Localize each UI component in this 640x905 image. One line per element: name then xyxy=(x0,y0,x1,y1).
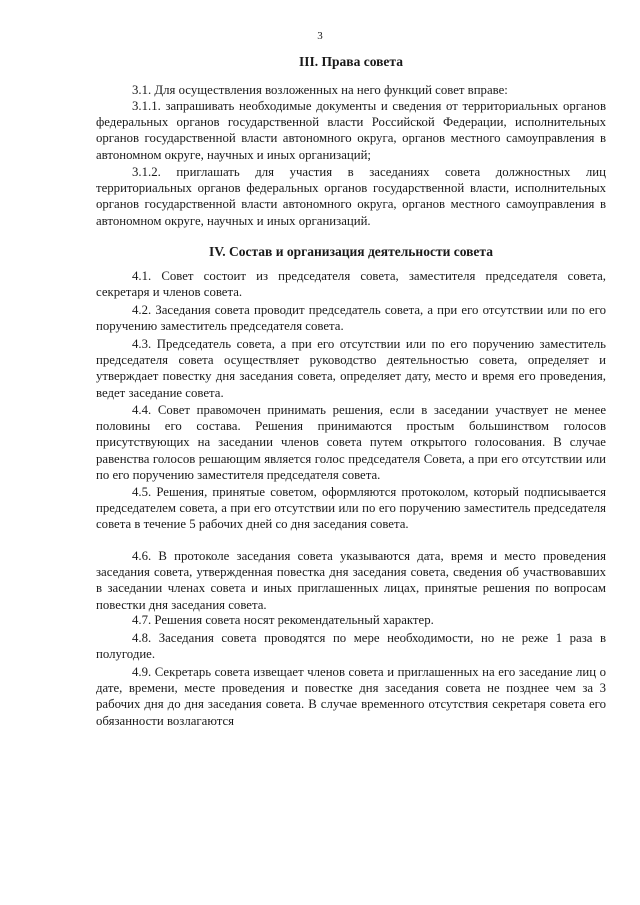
section-3-title: III. Права совета xyxy=(299,54,403,69)
page-number: 3 xyxy=(317,30,323,42)
paragraph-4-5: 4.5. Решения, принятые советом, оформляются протоколом, который подписывается председателем совета, а при его отсутствии или по его поручению заместитель председателя совета в течение 5 рабочих дней со дня заседания совета. xyxy=(96,485,606,532)
paragraph-4-8: 4.8. Заседания совета проводятся по мере необходимости, но не реже 1 раза в полугодие. xyxy=(96,631,606,662)
paragraph-4-2: 4.2. Заседания совета проводит председатель совета, а при его отсутствии или по его поручению заместитель председателя совета. xyxy=(96,303,606,334)
paragraph-4-6: 4.6. В протоколе заседания совета указываются дата, время и место проведения заседания совета, утвержденная повестка дня заседания совета, сведения об участвовавших в заседании членах совета и иных приглашенных лицах, принятые решения по вопросам повестки дня заседания совета. xyxy=(96,549,606,612)
paragraph-3-1-1: 3.1.1. запрашивать необходимые документы и сведения от территориальных органов федеральных органов государственной власти Российской Федерации, исполнительных органов государственной власти автономного округа, органов местного самоуправления в автономном округе, научных и иных организаций; xyxy=(96,99,606,162)
paragraph-4-1: 4.1. Совет состоит из председателя совета, заместителя председателя совета, секретаря и членов совета. xyxy=(96,269,606,300)
paragraph-4-7: 4.7. Решения совета носят рекомендательный характер. xyxy=(132,613,434,627)
paragraph-4-9: 4.9. Секретарь совета извещает членов совета и приглашенных на его заседание лиц о дате, времени, месте проведения и повестке дня заседания совета не позднее чем за 3 рабочих дня до дня заседания совета. В случае временного отсутствия секретаря совета его обязанности возлагаются xyxy=(96,665,606,728)
paragraph-3-1-2: 3.1.2. приглашать для участия в заседаниях совета должностных лиц территориальных органов федеральных органов государственной власти, исполнительных органов государственной власти автономного округа, органов местного самоуправления в автономном округе, научных и иных организаций. xyxy=(96,165,606,228)
section-4-title: IV. Состав и организация деятельности совета xyxy=(209,244,493,259)
paragraph-3-1: 3.1. Для осуществления возложенных на него функций совет вправе: xyxy=(132,83,508,97)
paragraph-4-4: 4.4. Совет правомочен принимать решения, если в заседании участвует не менее половины его состава. Решения принимаются простым большинством голосов присутствующих на заседании членов совета путем открытого голосования. В случае равенства голосов решающим является голос председателя Совета, а при его отсутствии или по его поручению заместителя председателя совета. xyxy=(96,403,606,482)
paragraph-4-3: 4.3. Председатель совета, а при его отсутствии или по его поручению заместитель председателя совета осуществляет руководство деятельностью совета, определяет и утверждает повестку дня заседания совета, определяет дату, место и время его проведения, ведет заседание совета. xyxy=(96,337,606,400)
